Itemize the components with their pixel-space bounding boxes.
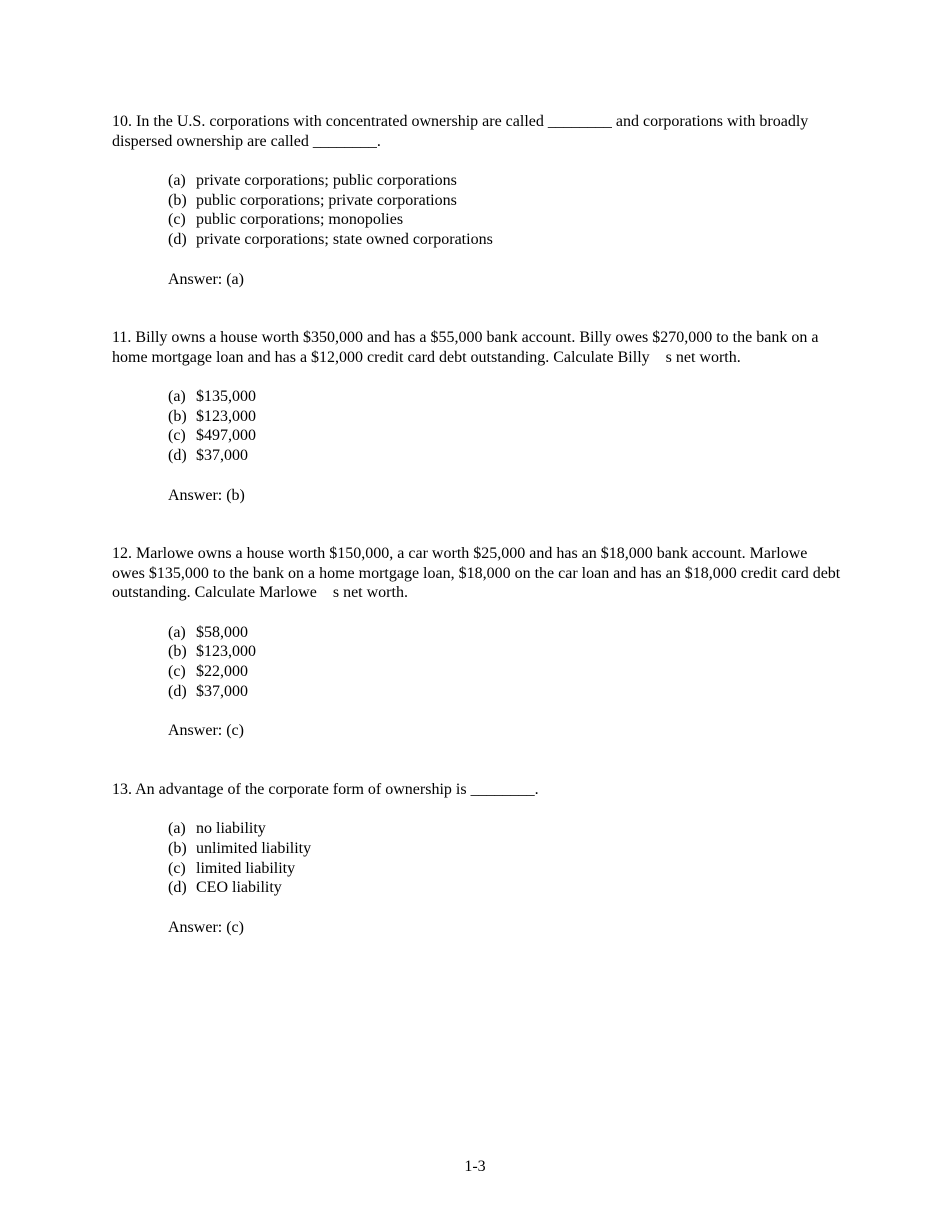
answer-line: Answer: (c) bbox=[168, 722, 244, 740]
option-d bbox=[168, 230, 842, 250]
option-list bbox=[112, 171, 842, 250]
option-text: private corporations; public corporations bbox=[196, 172, 457, 190]
option-c bbox=[168, 426, 842, 446]
option-text: no liability bbox=[196, 820, 266, 838]
option-text: $37,000 bbox=[196, 447, 248, 465]
option-list bbox=[112, 387, 842, 466]
option-list bbox=[112, 623, 842, 702]
option-c bbox=[168, 859, 842, 879]
option-letter: (b) bbox=[168, 191, 187, 209]
option-a bbox=[168, 623, 842, 643]
option-d bbox=[168, 878, 842, 898]
option-letter: (d) bbox=[168, 231, 187, 249]
option-letter: (d) bbox=[168, 447, 187, 465]
option-text: $22,000 bbox=[196, 663, 248, 681]
option-c bbox=[168, 662, 842, 682]
option-text: $123,000 bbox=[196, 407, 256, 425]
question-11 bbox=[112, 328, 842, 505]
option-letter: (a) bbox=[168, 623, 186, 641]
option-text: $123,000 bbox=[196, 643, 256, 661]
option-text: unlimited liability bbox=[196, 840, 312, 858]
option-letter: (a) bbox=[168, 388, 186, 406]
question-text: 11. Billy owns a house worth $350,000 and has a $55,000 bank account. Billy owes $270,000 to the bank on a home mortgage loan and has a $12,000 credit card debt outstanding. Calculate Billy s net worth. bbox=[112, 329, 823, 366]
option-letter: (c) bbox=[168, 859, 186, 877]
question-text: 13. An advantage of the corporate form of ownership is ________. bbox=[112, 781, 539, 798]
question-text: 10. In the U.S. corporations with concentrated ownership are called ________ and corporations with broadly dispersed ownership are called ________. bbox=[112, 113, 813, 150]
answer-line: Answer: (c) bbox=[168, 918, 244, 936]
option-list bbox=[112, 819, 842, 898]
option-text: CEO liability bbox=[196, 879, 282, 897]
question-12 bbox=[112, 544, 845, 741]
page-number: 1-3 bbox=[464, 1158, 486, 1175]
option-text: private corporations; state owned corporations bbox=[196, 231, 493, 249]
option-letter: (a) bbox=[168, 820, 186, 838]
option-b bbox=[168, 191, 842, 211]
option-letter: (b) bbox=[168, 643, 187, 661]
option-a bbox=[168, 171, 842, 191]
option-text: $497,000 bbox=[196, 427, 256, 445]
option-d bbox=[168, 446, 842, 466]
option-letter: (d) bbox=[168, 879, 187, 897]
option-b bbox=[168, 839, 842, 859]
answer-line: Answer: (b) bbox=[168, 486, 245, 504]
option-text: public corporations; monopolies bbox=[196, 211, 404, 229]
question-10 bbox=[112, 112, 842, 289]
option-d bbox=[168, 682, 842, 702]
option-letter: (a) bbox=[168, 172, 186, 190]
answer-line: Answer: (a) bbox=[168, 270, 244, 288]
option-letter: (c) bbox=[168, 663, 186, 681]
option-a bbox=[168, 387, 842, 407]
option-text: public corporations; private corporations bbox=[196, 191, 457, 209]
option-text: $37,000 bbox=[196, 682, 248, 700]
option-letter: (c) bbox=[168, 427, 186, 445]
option-letter: (d) bbox=[168, 682, 187, 700]
option-letter: (b) bbox=[168, 840, 187, 858]
option-letter: (b) bbox=[168, 407, 187, 425]
option-c bbox=[168, 210, 842, 230]
question-text: 12. Marlowe owns a house worth $150,000, a car worth $25,000 and has an $18,000 bank account. Marlowe owes $135,000 to the bank on a home mortgage loan, $18,000 on the car loan and has an $18,000 credit card debt outstanding. Calculate Marlowe s net worth. bbox=[112, 545, 845, 602]
option-a bbox=[168, 819, 842, 839]
option-b bbox=[168, 642, 842, 662]
option-text: limited liability bbox=[196, 859, 296, 877]
option-text: $135,000 bbox=[196, 388, 256, 406]
option-b bbox=[168, 407, 842, 427]
question-13 bbox=[112, 780, 842, 938]
option-letter: (c) bbox=[168, 211, 186, 229]
option-text: $58,000 bbox=[196, 623, 248, 641]
